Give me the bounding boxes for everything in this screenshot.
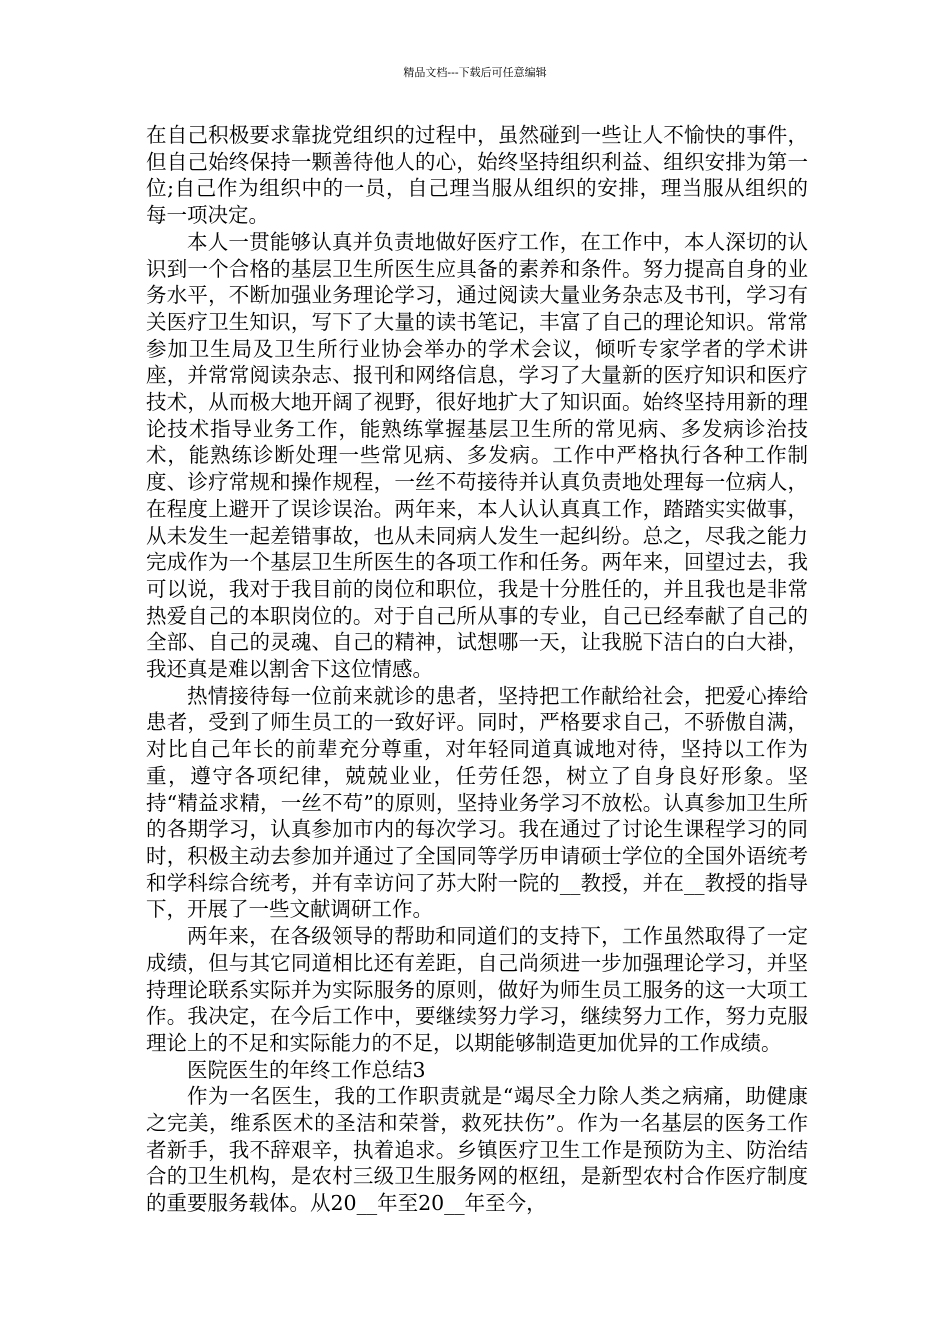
page-header: 精品文档---下载后可任意编辑 [403,66,547,79]
paragraph-doctor-duty: 作为一名医生，我的工作职责就是“竭尽全力除人类之病痛，助健康之完美，维系医术的圣洁和荣誉，救死扶伤”。作为一名基层的医务工作者新手，我不辞艰辛，执着追求。乡镇医疗卫生工作是预防为主、防治结合的卫生机构，是农村三级卫生服务网的枢纽，是新型农村合作医疗制度的重要服务载体。从20__年至20__年至今， [146,1084,808,1216]
paragraph-medical-work: 本人一贯能够认真并负责地做好医疗工作，在工作中，本人深切的认识到一个合格的基层卫生所医生应具备的素养和条件。努力提高自身的业务水平，不断加强业务理论学习，通过阅读大量业务杂志及书刊，学习有关医疗卫生知识，写下了大量的读书笔记，丰富了自己的理论知识。常常参加卫生局及卫生所行业协会举办的学术会议，倾听专家学者的学术讲座，并常常阅读杂志、报刊和网络信息，学习了大量新的医疗知识和医疗技术，从而极大地开阔了视野，很好地扩大了知识面。始终坚持用新的理论技术指导业务工作，能熟练掌握基层卫生所的常见病、多发病诊治技术，能熟练诊断处理一些常见病、多发病。工作中严格执行各种工作制度、诊疗常规和操作规程，一丝不苟接待并认真负责地处理每一位病人，在程度上避开了误诊误治。两年来，本人认认真真工作，踏踏实实做事，从未发生一起差错事故，也从未同病人发生一起纠纷。总之，尽我之能力完成作为一个基层卫生所医生的各项工作和任务。两年来，回望过去，我可以说，我对于我目前的岗位和职位，我是十分胜任的，并且我也是非常热爱自己的本职岗位的。对于自己所从事的专业，自己已经奉献了自己的全部、自己的灵魂、自己的精神，试想哪一天，让我脱下洁白的白大褂，我还真是难以割舍下这位情感。 [146,229,808,682]
document-body [146,122,808,1217]
paragraph-continuation: 在自己积极要求靠拢党组织的过程中，虽然碰到一些让人不愉快的事件，但自己始终保持一颗善待他人的心，始终坚持组织利益、组织安排为第一位;自己作为组织中的一员，自己理当服从组织的安排，理当服从组织的每一项决定。 [146,123,808,228]
section-title: 医院医生的年终工作总结3 [187,1057,426,1082]
paragraph-patient-care: 热情接待每一位前来就诊的患者，坚持把工作献给社会，把爱心捧给患者，受到了师生员工的一致好评。同时，严格要求自己，不骄傲自满，对比自己年长的前辈充分尊重，对年轻同道真诚地对待，坚持以工作为重，遵守各项纪律，兢兢业业，任劳任怨，树立了自身良好形象。坚持“精益求精，一丝不苟”的原则，坚持业务学习不放松。认真参加卫生所的各期学习，认真参加市内的每次学习。我在通过了讨论生课程学习的同时，积极主动去参加并通过了全国同等学历申请硕士学位的全国外语统考和学科综合统考，并有幸访问了苏大附一院的__教授，并在__教授的指导下，开展了一些文献调研工作。 [146,683,808,922]
paragraph-two-years: 两年来，在各级领导的帮助和同道们的支持下，工作虽然取得了一定成绩，但与其它同道相比还有差距，自己尚须进一步加强理论学习，并坚持理论联系实际并为实际服务的原则，做好为师生员工服务的这一大项工作。我决定，在今后工作中，要继续努力学习，继续努力工作，努力克服理论上的不足和实际能力的不足，以期能够制造更加优异的工作成绩。 [146,924,808,1055]
